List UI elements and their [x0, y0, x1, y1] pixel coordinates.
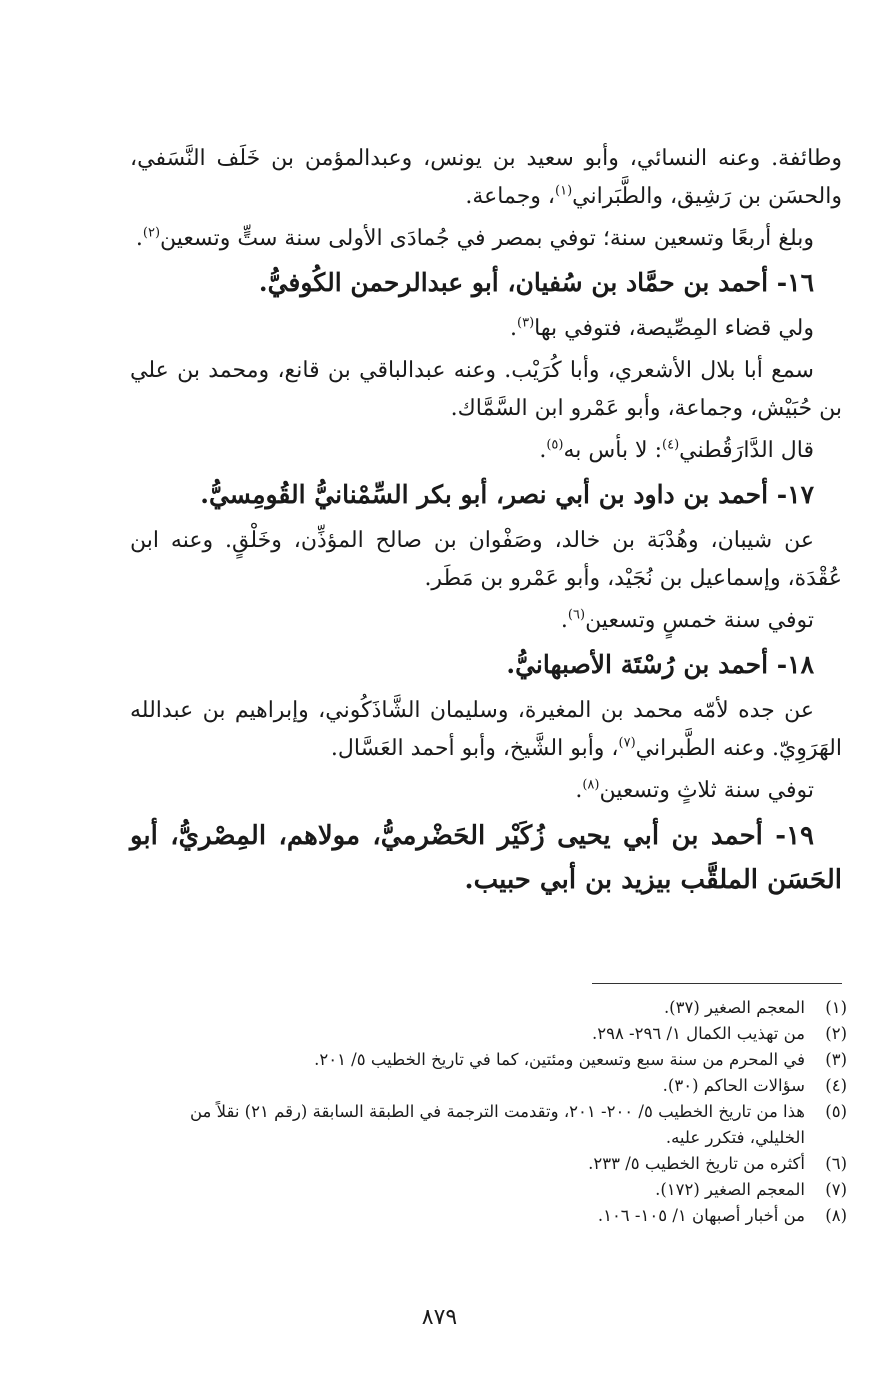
footnote-text: هذا من تاريخ الخطيب ٥/ ٢٠٠- ٢٠١، وتقدمت الترجمة في الطبقة السابقة (رقم ٢١) نقلاً من الخليلي، فتكرر عليه.: [189, 1102, 805, 1147]
footnote-text: سؤالات الحاكم (٣٠).: [662, 1076, 805, 1095]
text-run: .: [539, 438, 547, 463]
footnote-text: المعجم الصغير (٣٧).: [663, 998, 805, 1017]
paragraph: [130, 140, 842, 216]
text-run: توفي سنة ثلاثٍ وتسعين: [599, 778, 814, 803]
footnote: [130, 995, 847, 1021]
text-run: .: [560, 608, 568, 633]
paragraph: [130, 310, 842, 348]
footnote-ref[interactable]: (٤): [662, 437, 680, 453]
footnote-ref[interactable]: (٧): [618, 735, 636, 751]
footnote-divider: [592, 983, 842, 984]
text-run: وطائفة. وعنه النسائي، وأبو سعيد بن يونس، وعبدالمؤمن بن خَلَف النَّسَفي، والحسَن بن رَشِيق، والطَّبَراني: [130, 146, 842, 209]
footnote-number: (٨): [825, 1206, 847, 1225]
footnote-number: (١): [825, 998, 847, 1017]
entry-heading: ١٩- أحمد بن أبي يحيى زُكَيْر الحَضْرميُّ، مولاهم، المِصْريُّ، أبو الحَسَن الملقَّب بيزيد بن أبي حبيب.: [130, 821, 842, 895]
footnote-number: (٦): [825, 1154, 847, 1173]
footnote-ref[interactable]: (٢): [142, 225, 161, 241]
footnote: [130, 1203, 847, 1229]
text-run: .: [510, 316, 517, 341]
text-run: ، وجماعة.: [465, 184, 556, 209]
footnote-text: في المحرم من سنة سبع وتسعين ومئتين، كما في تاريخ الخطيب ٥/ ٢٠١.: [314, 1050, 805, 1069]
footnote-text: من تهذيب الكمال ١/ ٢٩٦- ٢٩٨.: [591, 1024, 805, 1043]
paragraph: [130, 692, 842, 768]
entry-heading: ١٧- أحمد بن داود بن أبي نصر، أبو بكر السِّمْنانيُّ القُومِسيُّ.: [200, 480, 814, 509]
text-run: ولي قضاء المِصِّيصة، فتوفي بها: [534, 316, 814, 341]
paragraph: [130, 432, 842, 470]
text-run: وبلغ أربعًا وتسعين سنة؛ توفي بمصر في جُمادَى الأولى سنة ستٍّ وتسعين: [160, 226, 814, 251]
footnote-number: (٧): [825, 1180, 847, 1199]
entry-heading: ١٨- أحمد بن رُسْتَة الأصبهانيُّ.: [506, 650, 814, 679]
entry-heading: ١٦- أحمد بن حمَّاد بن سُفيان، أبو عبدالرحمن الكُوفيُّ.: [258, 268, 814, 297]
footnote-number: (٤): [825, 1076, 847, 1095]
paragraph: سمع أبا بلال الأشعري، وأبا كُرَيْب. وعنه عبدالباقي بن قانع، ومحمد بن علي بن حُبَيْش، وجماعة، وأبو عَمْرو ابن السَّمَّاك.: [130, 358, 842, 421]
footnote-ref[interactable]: (١): [555, 183, 573, 199]
footnote: [130, 1047, 847, 1073]
footnote-ref[interactable]: (٣): [517, 315, 535, 331]
main-text: [130, 140, 842, 908]
footnote-text: المعجم الصغير (١٧٢).: [655, 1180, 805, 1199]
paragraph: [130, 602, 842, 640]
footnote: [130, 1151, 847, 1177]
footnote-text: من أخبار أصبهان ١/ ١٠٥- ١٠٦.: [597, 1206, 805, 1225]
footnote-number: (٢): [825, 1024, 847, 1043]
footnotes: [130, 995, 847, 1229]
footnote: [130, 1021, 847, 1047]
footnote-ref[interactable]: (٦): [567, 607, 586, 623]
footnote: [130, 1177, 847, 1203]
footnote-ref[interactable]: (٨): [582, 777, 600, 793]
paragraph: [130, 220, 842, 258]
text-run: .: [135, 226, 143, 251]
footnote: [130, 1099, 847, 1151]
footnote-number: (٥): [825, 1102, 847, 1121]
footnote: [130, 1073, 847, 1099]
footnote-ref[interactable]: (٥): [546, 437, 564, 453]
text-run: عن جده لأمّه محمد بن المغيرة، وسليمان الشَّاذَكُوني، وإبراهيم بن عبدالله الهَرَوِيّ. وعنه الطَّبراني: [130, 698, 842, 761]
paragraph: [130, 772, 842, 810]
footnote-number: (٣): [825, 1050, 847, 1069]
text-run: قال الدَّارَقُطني: [679, 438, 814, 463]
text-run: : لا بأس به: [563, 438, 663, 463]
text-run: ، وأبو الشَّيخ، وأبو أحمد العَسَّال.: [330, 736, 619, 761]
text-run: توفي سنة خمسٍ وتسعين: [585, 608, 814, 633]
paragraph: عن شيبان، وهُدْبَة بن خالد، وصَفْوان بن صالح المؤذِّن، وخَلْقٍ. وعنه ابن عُقْدَة، وإسماعيل بن نُجَيْد، وأبو عَمْرو بن مَطَر.: [130, 528, 842, 591]
footnote-text: أكثره من تاريخ الخطيب ٥/ ٢٣٣.: [588, 1154, 805, 1173]
page-number: ٨٧٩: [421, 1305, 458, 1330]
text-run: .: [575, 778, 583, 803]
